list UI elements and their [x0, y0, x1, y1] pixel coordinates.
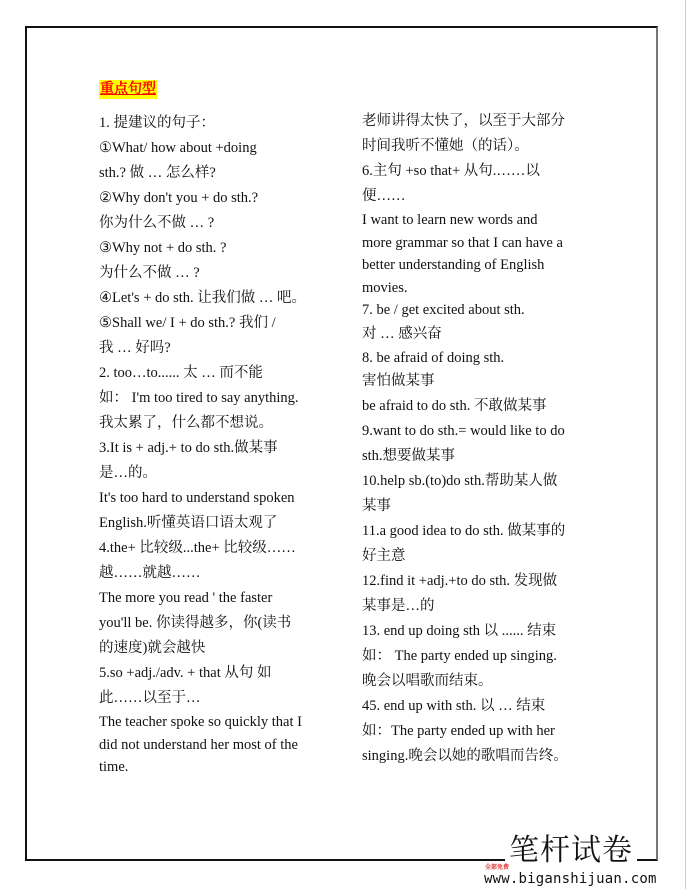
text-line: 某事是…的 [362, 598, 435, 614]
text-line: 45. end up with sth. 以 … 结束 [362, 698, 546, 714]
text-line: 11.a good idea to do sth. 做某事的 [362, 523, 566, 539]
text-line: I want to learn new words and [362, 212, 538, 228]
watermark-url: www.biganshijuan.com [484, 871, 657, 887]
text-line: 我 … 好吗? [99, 340, 171, 356]
text-line: more grammar so that I can have a [362, 234, 563, 251]
text-line: 如： The party ended up singing. [362, 648, 557, 664]
text-line: 12.find it +adj.+to do sth. 发现做 [362, 573, 558, 589]
text-line: 对 … 感兴奋 [362, 325, 442, 342]
left-column [99, 111, 359, 779]
text-line: 2. too…to...... 太 … 而不能 [99, 365, 263, 381]
text-line: ②Why don't you + do sth.? [99, 190, 259, 206]
text-line: 好主意 [362, 548, 406, 564]
text-line: ④Let's + do sth. 让我们做 … 吧。 [99, 290, 307, 306]
text-line: 1. 提建议的句子： [99, 115, 215, 131]
text-line: 5.so +adj./adv. + that 从句 如 [99, 665, 272, 681]
text-line: ⑤Shall we/ I + do sth.? 我们 / [99, 315, 276, 331]
text-line: The more you read ' the faster [99, 590, 273, 606]
text-line: 13. end up doing sth 以 ...... 结束 [362, 623, 557, 639]
page-edge-divider [685, 0, 686, 889]
text-line: 某事 [362, 498, 391, 514]
text-line: 9.want to do sth.= would like to do [362, 423, 565, 439]
text-line: 6.主句 +so that+ 从句.……以 [362, 163, 540, 179]
text-line: you'll be. 你读得越多，你(读书 [99, 615, 292, 631]
text-line: 如：The party ended up with her [362, 723, 555, 739]
text-line: time. [99, 759, 129, 775]
text-line: singing.晚会以她的歌唱而告终。 [362, 748, 568, 764]
text-line: 是…的。 [99, 465, 157, 481]
text-line: 的速度)就会越快 [99, 640, 206, 656]
text-line: 7. be / get excited about sth. [362, 302, 525, 318]
watermark-badge: 全部免费 [485, 864, 510, 871]
text-line: English.听懂英语口语太观了 [99, 515, 278, 531]
text-line: 便…… [362, 188, 406, 204]
text-line: ①What/ how about +doing [99, 140, 257, 156]
text-line: 晚会以唱歌而结束。 [362, 673, 493, 689]
text-line: 8. be afraid of doing sth. [362, 349, 505, 366]
section-heading: 重点句型 [100, 81, 156, 97]
text-line: 越……就越…… [99, 565, 201, 581]
text-line: ③Why not + do sth. ? [99, 240, 227, 256]
text-line: be afraid to do sth. 不敢做某事 [362, 398, 547, 414]
text-line: 如： I'm too tired to say anything. [99, 390, 299, 406]
watermark-logo: 笔杆试卷 [505, 833, 637, 869]
text-line: movies. [362, 279, 408, 296]
text-line: 此……以至于… [99, 690, 201, 706]
right-column [362, 109, 622, 769]
text-line: 老师讲得太快了，以至于大部分 [362, 113, 565, 129]
text-line: better understanding of English [362, 257, 545, 273]
text-line: 为什么不做 … ? [99, 265, 200, 281]
text-line: It's too hard to understand spoken [99, 490, 295, 506]
text-line: 我太累了，什么都不想说。 [99, 415, 273, 431]
text-line: 10.help sb.(to)do sth.帮助某人做 [362, 473, 558, 489]
text-line: sth.? 做 … 怎么样? [99, 165, 216, 181]
text-line: 你为什么不做 … ? [99, 215, 215, 231]
text-line: 4.the+ 比较级...the+ 比较级…… [99, 540, 296, 556]
text-line: sth.想要做某事 [362, 448, 456, 464]
text-line: did not understand her most of the [99, 736, 298, 753]
text-line: 3.It is + adj.+ to do sth.做某事 [99, 440, 278, 456]
text-line: 害怕做某事 [362, 373, 435, 389]
text-line: 时间我听不懂她（的话）。 [362, 138, 529, 154]
text-line: The teacher spoke so quickly that I [99, 714, 302, 730]
